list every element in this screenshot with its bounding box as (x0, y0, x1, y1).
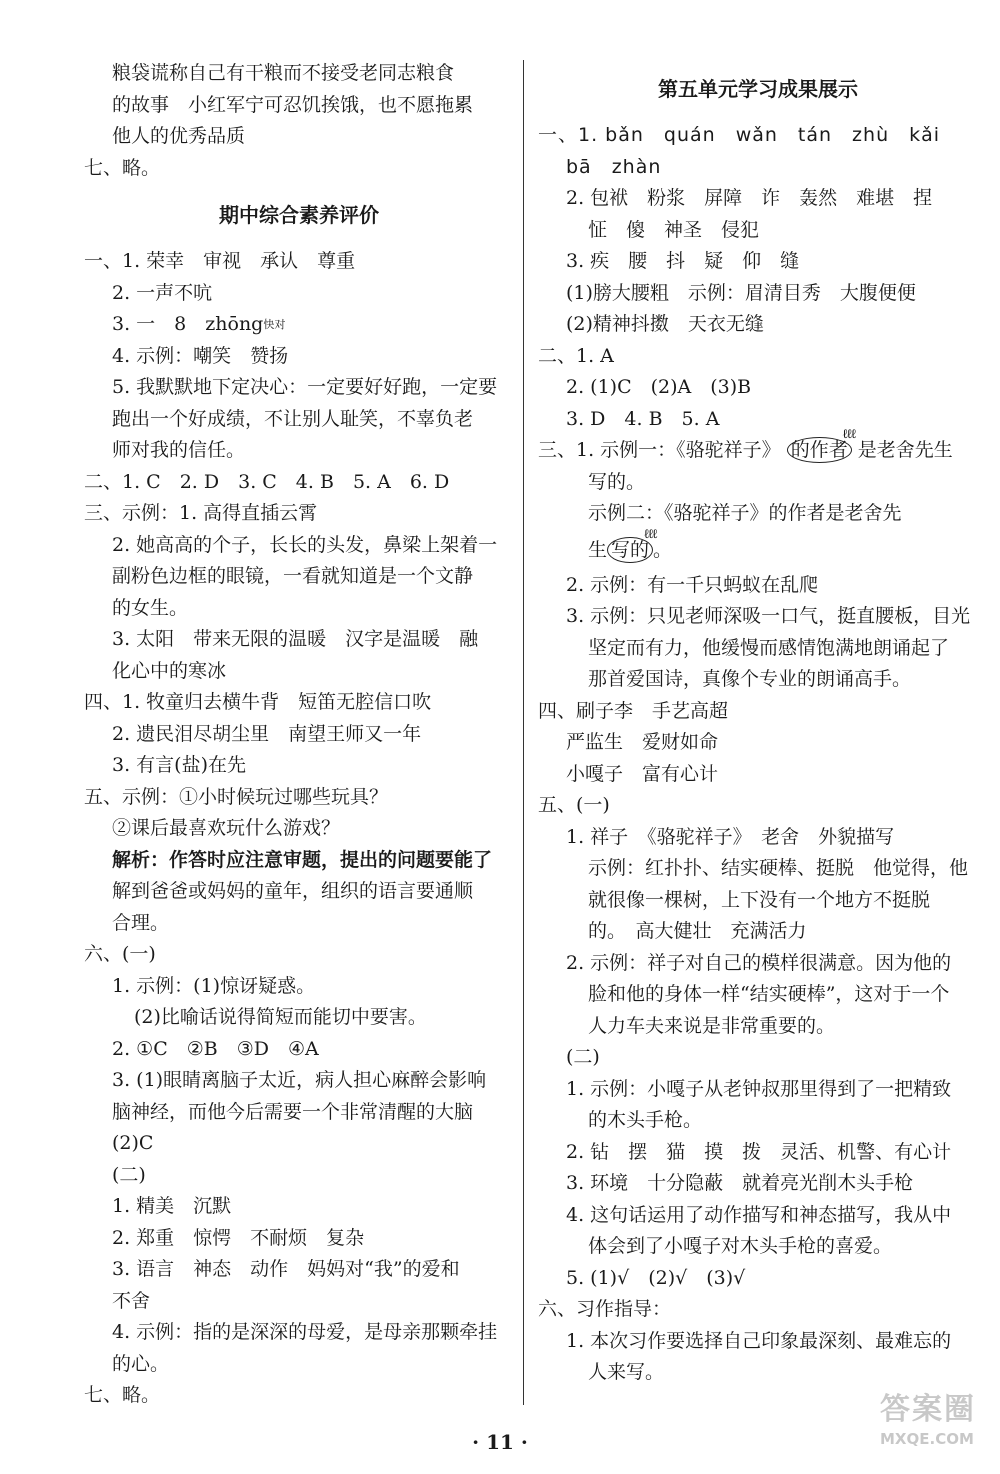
answer-line (538, 427, 978, 467)
answer-line: 2. 一声不吭 (112, 281, 213, 304)
answer-line: 2. 遗民泪尽胡尘里 南望王师又一年 (112, 722, 422, 745)
answer-line: 2. 钻 摆 猫 摸 拨 灵活、机警、有心计 (566, 1140, 952, 1163)
answer-line: 的女生。 (112, 596, 189, 619)
answer-line: 2. 示例：祥子对自己的模样很满意。因为他的 (566, 951, 952, 974)
answer-line: 3. 有言(盐)在先 (112, 754, 246, 776)
answer-line: 二、1. A (538, 344, 614, 367)
answer-line: (二) (566, 1046, 600, 1068)
answer-line: 那首爱国诗，真像个专业的朗诵高手。 (588, 668, 912, 690)
answer-line: 的木头手枪。 (588, 1109, 703, 1131)
answer-line: 坚定而有力，他缓慢而感情饱满地朗诵起了 (588, 636, 950, 659)
answer-line: 1. 精美 沉默 (112, 1195, 232, 1217)
answer-line: 2. ①C ②B ③D ④A (112, 1037, 319, 1060)
answer-line: (1)膀大腰粗 示例：眉清目秀 大腹便便 (566, 281, 916, 304)
handwritten-note: 快对 (263, 318, 286, 331)
text-line: 七、略。 (84, 156, 161, 179)
watermark-text: 答案圈 (880, 1392, 976, 1427)
answer-line: 4. 这句话运用了动作描写和神态描写，我从中 (566, 1203, 952, 1226)
pinyin-line: 一、1. bǎn quán wǎn tán zhù kǎi (538, 124, 941, 146)
answer-line: 示例：红扑扑、结实硬棒、挺脱 他觉得，他 (588, 857, 969, 879)
answer-line: (2)C (112, 1132, 154, 1154)
answer-line: 3. (1)眼睛离脑子太近，病人担心麻醉会影响 (112, 1069, 487, 1091)
answer-line: (2)精神抖擞 天衣无缝 (566, 313, 764, 335)
answer-line (538, 526, 978, 570)
circled-text: 写的 (611, 538, 650, 561)
answer-line: 化心中的寒冰 (112, 659, 227, 682)
answer-line: 四、刷子李 手艺高超 (538, 699, 729, 722)
answer-text: 是老舍先生 (857, 439, 953, 461)
answer-line: 师对我的信任。 (112, 439, 246, 461)
answer-line: 1. 本次习作要选择自己印象最深刻、最难忘的 (566, 1329, 952, 1352)
pinyin-line: bā zhàn (566, 155, 662, 178)
answer-line: 5. 我默默地下定决心：一定要好好跑，一定要 (112, 376, 498, 398)
analysis-line: 合理。 (112, 911, 170, 934)
revision-mark-icon: ℓℓℓ (643, 526, 657, 542)
circled-text: 的作者 (790, 439, 848, 461)
answer-line: 二、1. C 2. D 3. C 4. B 5. A 6. D (84, 470, 450, 493)
answer-line: 5. (1)√ (2)√ (3)√ (566, 1266, 746, 1289)
answer-line: 的心。 (112, 1352, 170, 1375)
answer-text: 生 (588, 538, 608, 561)
circled-revision (607, 526, 657, 563)
circled-revision (787, 427, 855, 463)
answer-line: 1. 祥子 《骆驼祥子》 老舍 外貌描写 (566, 825, 895, 848)
answer-line: 六、(一) (84, 943, 156, 965)
analysis-line: 解到爸爸或妈妈的童年，组织的语言要通顺 (112, 880, 474, 902)
answer-line: 一、1. 荣幸 审视 承认 尊重 (84, 250, 356, 272)
section-title-unit5: 第五单元学习成果展示 (658, 77, 858, 101)
answer-line: (二) (112, 1163, 146, 1186)
answer-line: 3. 太阳 带来无限的温暖 汉字是温暖 融 (112, 628, 479, 650)
answer-line: 四、1. 牧童归去横牛背 短笛无腔信口吹 (84, 691, 432, 713)
answer-line: 七、略。 (84, 1384, 161, 1406)
answer-line: 跑出一个好成绩，不让别人耻笑，不辜负老 (112, 407, 474, 430)
answer-line: 的。 高大健壮 充满活力 (588, 920, 807, 942)
analysis-line: 解析：作答时应注意审题，提出的问题要能了 (112, 848, 493, 871)
answer-line: 体会到了小嘎子对木头手枪的喜爱。 (588, 1235, 893, 1257)
answer-line: 3. 示例：只见老师深吸一口气，挺直腰板，目光 (566, 605, 971, 627)
text-line: 他人的优秀品质 (112, 125, 246, 147)
answer-line: 小嘎子 富有心计 (566, 762, 719, 785)
answer-text: 三、1. 示例一：《骆驼祥子》 (538, 439, 781, 461)
answer-line: 4. 示例：嘲笑 赞扬 (112, 344, 289, 367)
left-column (84, 58, 514, 1412)
answer-line: 3. 语言 神态 动作 妈妈对“我”的爱和 (112, 1258, 460, 1280)
text-line: 的故事 小红军宁可忍饥挨饿，也不愿拖累 (112, 93, 474, 116)
right-column (538, 58, 978, 1389)
answer-line: 2. 郑重 惊愕 不耐烦 复杂 (112, 1226, 365, 1249)
revision-mark-icon: ℓℓℓ (842, 427, 855, 442)
answer-line: 三、示例：1. 高得直插云霄 (84, 502, 318, 524)
column-divider (523, 60, 524, 1405)
answer-line: 3. D 4. B 5. A (566, 407, 720, 430)
watermark-url: MXQE.COM (880, 1430, 974, 1448)
answer-line: 1. 示例：(1)惊讶疑惑。 (112, 974, 316, 997)
answer-line: 就很像一棵树，上下没有一个地方不挺脱 (588, 888, 931, 911)
answer-line: 1. 示例：小嘎子从老钟叔那里得到了一把精致 (566, 1077, 952, 1100)
answer-line: 2. 示例：有一千只蚂蚁在乱爬 (566, 573, 819, 596)
answer-line: ②课后最喜欢玩什么游戏？ (112, 817, 341, 839)
answer-line (84, 309, 514, 341)
answer-line: (2)比喻话说得简短而能切中要害。 (134, 1006, 427, 1028)
answer-line: 2. 包袱 粉浆 屏障 诈 轰然 难堪 捏 (566, 187, 933, 209)
text-line: 粮袋谎称自己有干粮而不接受老同志粮食 (112, 62, 455, 84)
answer-line: 不舍 (112, 1289, 151, 1312)
answer-line: 脑神经，而他今后需要一个非常清醒的大脑 (112, 1100, 474, 1123)
answer-line: 怔 傻 神圣 侵犯 (588, 218, 760, 241)
answer-line: 五、(一) (538, 794, 610, 816)
answer-line: 人力车夫来说是非常重要的。 (588, 1014, 836, 1037)
answer-line: 3. 疾 腰 抖 疑 仰 缝 (566, 250, 800, 272)
answer-text: 。 (653, 538, 673, 561)
answer-line: 写的。 (588, 470, 646, 493)
answer-line: 人来写。 (588, 1361, 665, 1383)
page-number: · 11 · (472, 1430, 528, 1454)
section-title-midterm: 期中综合素养评价 (219, 203, 379, 227)
answer-line: 严监生 爱财如命 (566, 731, 719, 753)
answer-line: 五、示例：①小时候玩过哪些玩具？ (84, 785, 389, 808)
answer-line: 2. (1)C (2)A (3)B (566, 376, 752, 398)
answer-line: 脸和他的身体一样“结实硬棒”，这对于一个 (588, 983, 950, 1005)
answer-line: 3. 环境 十分隐蔽 就着亮光削木头手枪 (566, 1172, 914, 1194)
answer-line: 4. 示例：指的是深深的母爱，是母亲那颗牵挂 (112, 1321, 498, 1343)
answer-line: 六、习作指导： (538, 1298, 672, 1320)
watermark-logo (880, 1390, 990, 1460)
answer-line: 2. 她高高的个子，长长的头发，鼻梁上架着一 (112, 533, 498, 556)
answer-line: 示例二：《骆驼祥子》的作者是老舍先 (588, 502, 902, 524)
answer-line: 副粉色边框的眼镜，一看就知道是一个文静 (112, 565, 474, 587)
answer-text: 3. 一 8 zhōng (112, 313, 264, 335)
